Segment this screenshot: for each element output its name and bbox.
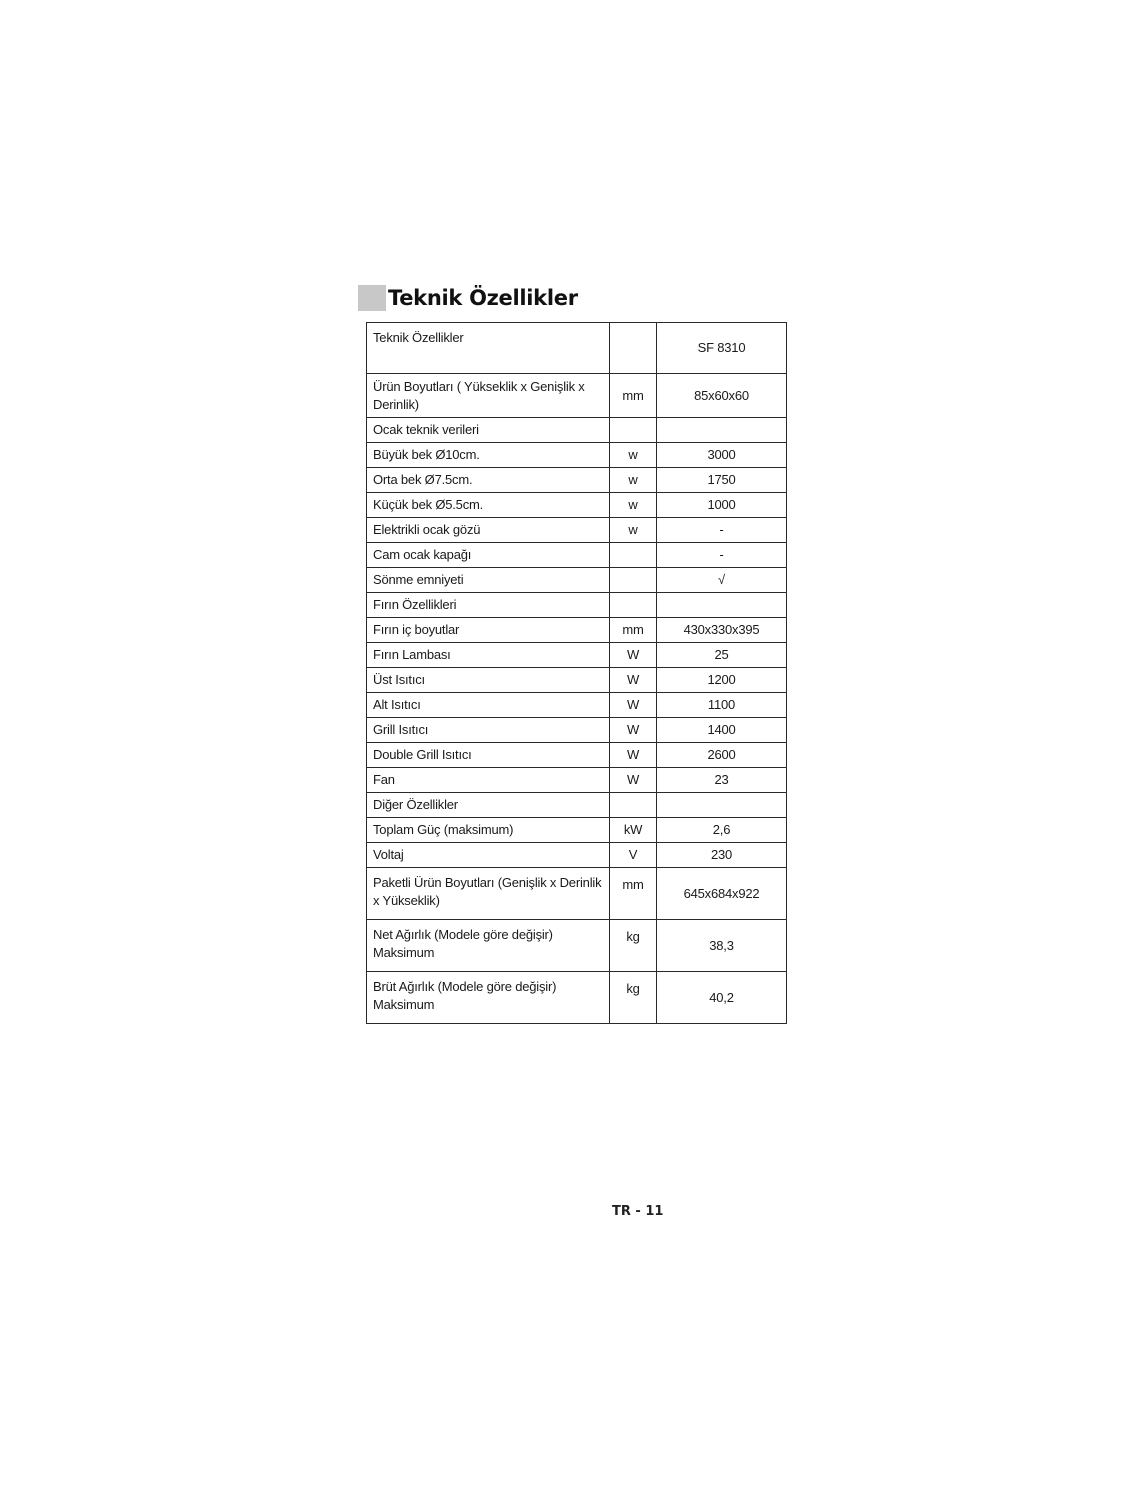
spec-value: 38,3 xyxy=(657,920,787,972)
spec-unit: W xyxy=(610,668,657,693)
table-row xyxy=(367,543,787,568)
spec-label: Cam ocak kapağı xyxy=(367,543,610,568)
spec-value: 645x684x922 xyxy=(657,868,787,920)
table-row xyxy=(367,693,787,718)
spec-unit: kW xyxy=(610,818,657,843)
table-header-row xyxy=(367,323,787,374)
technical-specs-table xyxy=(366,322,787,1024)
spec-label: Paketli Ürün Boyutları (Genişlik x Derinlik x Yükseklik) xyxy=(367,868,610,920)
spec-label: Diğer Özellikler xyxy=(367,793,610,818)
spec-value: 23 xyxy=(657,768,787,793)
spec-value: 85x60x60 xyxy=(657,374,787,418)
spec-label: Sönme emniyeti xyxy=(367,568,610,593)
spec-unit: kg xyxy=(610,972,657,1024)
page-title: Teknik Özellikler xyxy=(388,286,578,310)
table-row xyxy=(367,668,787,693)
spec-label: Brüt Ağırlık (Modele göre değişir) Maksimum xyxy=(367,972,610,1024)
spec-unit: w xyxy=(610,443,657,468)
spec-value: 430x330x395 xyxy=(657,618,787,643)
spec-label: Double Grill Isıtıcı xyxy=(367,743,610,768)
table-row xyxy=(367,593,787,618)
table-row xyxy=(367,374,787,418)
spec-label: Fırın Özellikleri xyxy=(367,593,610,618)
table-row xyxy=(367,418,787,443)
spec-value: 230 xyxy=(657,843,787,868)
table-row xyxy=(367,743,787,768)
spec-unit: W xyxy=(610,718,657,743)
table-row xyxy=(367,443,787,468)
spec-value: 25 xyxy=(657,643,787,668)
spec-unit xyxy=(610,418,657,443)
spec-unit: W xyxy=(610,643,657,668)
table-row xyxy=(367,793,787,818)
table-row xyxy=(367,920,787,972)
spec-unit: mm xyxy=(610,868,657,920)
table-row xyxy=(367,568,787,593)
spec-value xyxy=(657,418,787,443)
spec-unit: w xyxy=(610,468,657,493)
spec-label: Toplam Güç (maksimum) xyxy=(367,818,610,843)
spec-label: Fırın Lambası xyxy=(367,643,610,668)
spec-label: Küçük bek Ø5.5cm. xyxy=(367,493,610,518)
spec-unit: V xyxy=(610,843,657,868)
table-row xyxy=(367,843,787,868)
spec-value: 1000 xyxy=(657,493,787,518)
spec-unit: W xyxy=(610,768,657,793)
table-row xyxy=(367,972,787,1024)
spec-label: Ürün Boyutları ( Yükseklik x Genişlik x Derinlik) xyxy=(367,374,610,418)
spec-value: 1400 xyxy=(657,718,787,743)
spec-unit: mm xyxy=(610,618,657,643)
table-row xyxy=(367,768,787,793)
spec-value: 2,6 xyxy=(657,818,787,843)
table-row xyxy=(367,818,787,843)
spec-unit: W xyxy=(610,693,657,718)
spec-label: Alt Isıtıcı xyxy=(367,693,610,718)
spec-unit: w xyxy=(610,493,657,518)
spec-label: Büyük bek Ø10cm. xyxy=(367,443,610,468)
table-row xyxy=(367,493,787,518)
heading-marker-box xyxy=(358,285,386,311)
spec-value xyxy=(657,793,787,818)
spec-value: 2600 xyxy=(657,743,787,768)
spec-value xyxy=(657,593,787,618)
spec-label: Orta bek Ø7.5cm. xyxy=(367,468,610,493)
spec-value: 1100 xyxy=(657,693,787,718)
table-row xyxy=(367,518,787,543)
spec-value: - xyxy=(657,518,787,543)
spec-value: - xyxy=(657,543,787,568)
spec-unit: w xyxy=(610,518,657,543)
spec-label: Fırın iç boyutlar xyxy=(367,618,610,643)
spec-unit xyxy=(610,543,657,568)
spec-unit xyxy=(610,568,657,593)
header-unit-cell xyxy=(610,323,657,374)
table-row xyxy=(367,618,787,643)
spec-unit xyxy=(610,793,657,818)
header-model-cell: SF 8310 xyxy=(657,323,787,374)
table-row xyxy=(367,868,787,920)
spec-value: 1750 xyxy=(657,468,787,493)
page-number: TR - 11 xyxy=(612,1204,664,1219)
spec-unit: kg xyxy=(610,920,657,972)
check-mark-icon: √ xyxy=(657,568,787,593)
spec-value: 1200 xyxy=(657,668,787,693)
spec-label: Fan xyxy=(367,768,610,793)
table-row xyxy=(367,643,787,668)
spec-unit xyxy=(610,593,657,618)
header-label-cell: Teknik Özellikler xyxy=(367,323,610,374)
spec-label: Elektrikli ocak gözü xyxy=(367,518,610,543)
section-heading xyxy=(358,283,578,313)
spec-label: Voltaj xyxy=(367,843,610,868)
table-row xyxy=(367,468,787,493)
table-row xyxy=(367,718,787,743)
spec-unit: W xyxy=(610,743,657,768)
spec-label: Ocak teknik verileri xyxy=(367,418,610,443)
spec-label: Grill Isıtıcı xyxy=(367,718,610,743)
spec-value: 3000 xyxy=(657,443,787,468)
spec-label: Net Ağırlık (Modele göre değişir) Maksimum xyxy=(367,920,610,972)
spec-unit: mm xyxy=(610,374,657,418)
spec-value: 40,2 xyxy=(657,972,787,1024)
spec-label: Üst Isıtıcı xyxy=(367,668,610,693)
